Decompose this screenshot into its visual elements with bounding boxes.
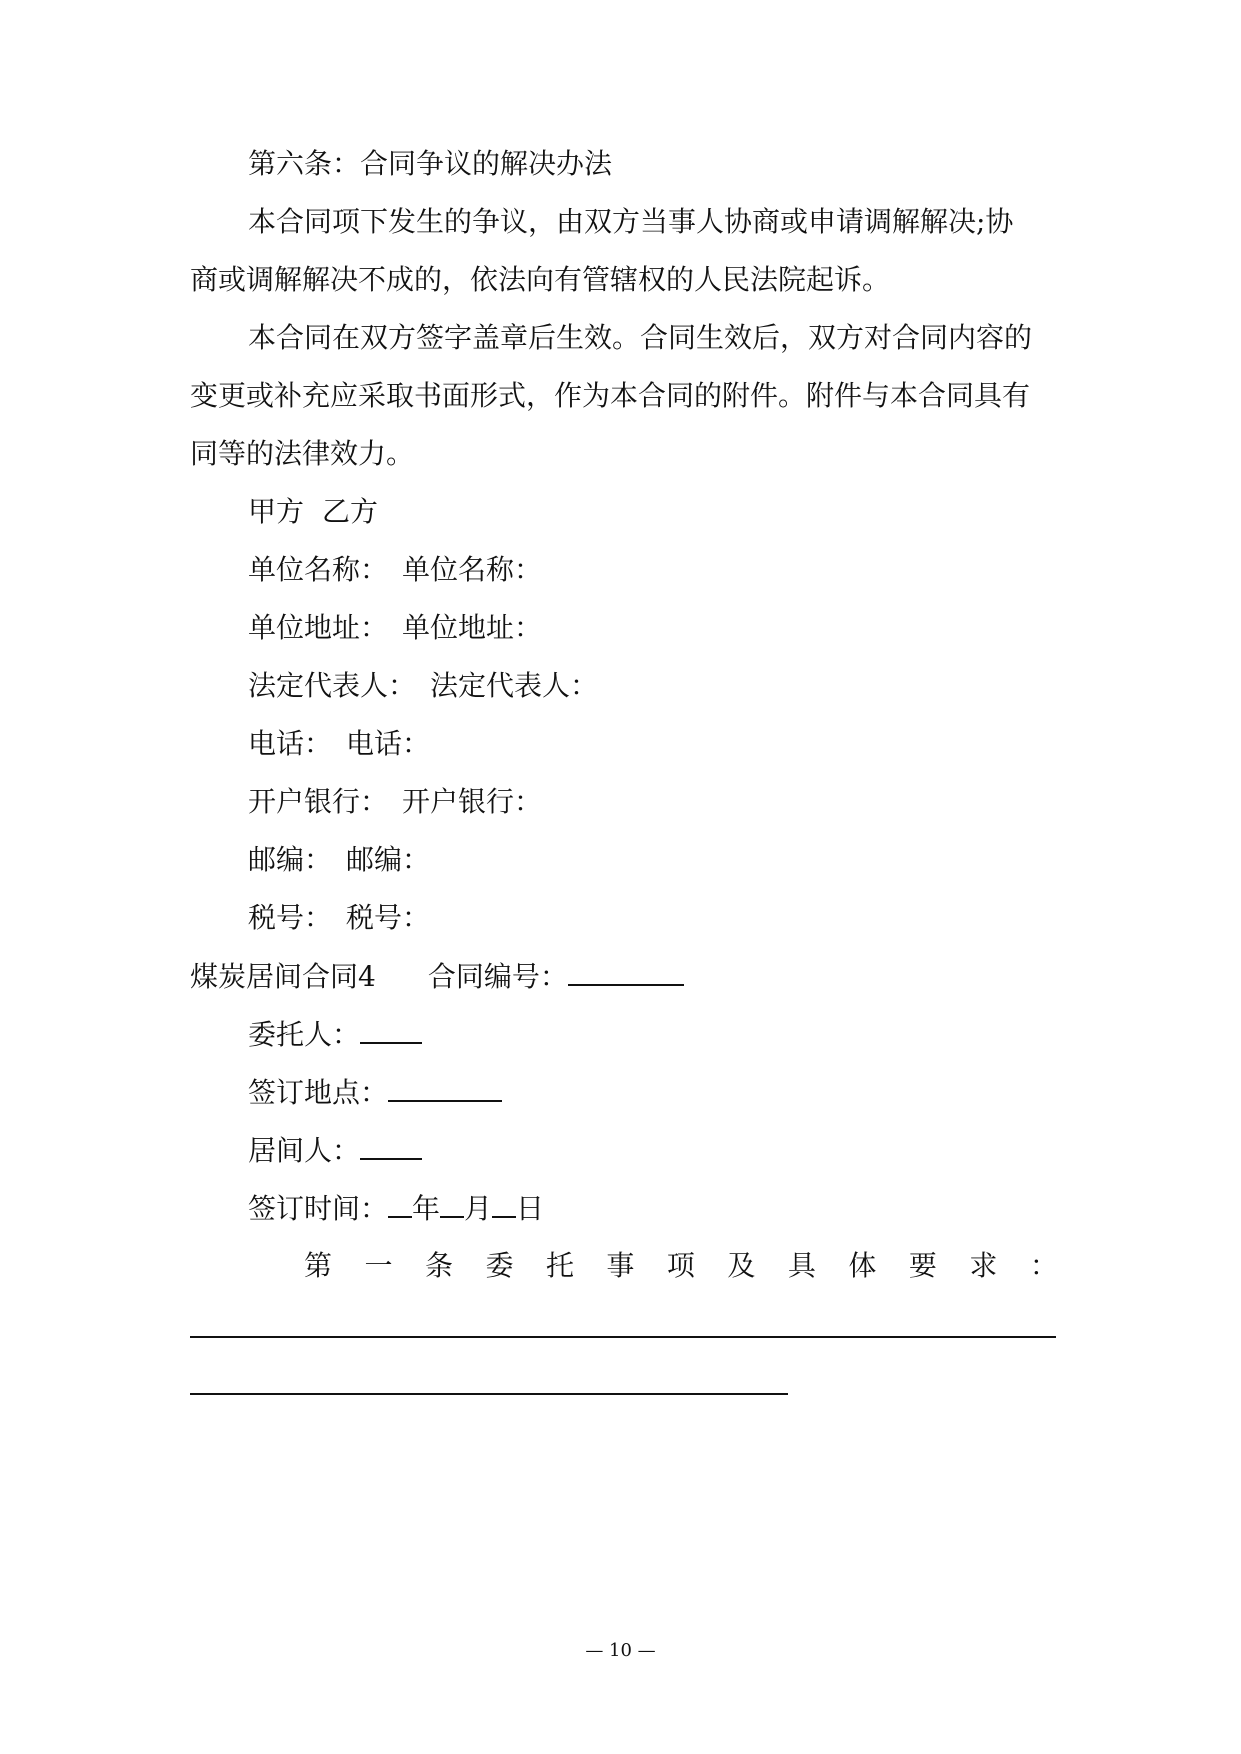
party-b-unit-address-label: 单位地址：	[402, 611, 543, 644]
signing-place-label: 签订地点：	[248, 1076, 389, 1109]
client-label: 委托人：	[248, 1018, 361, 1051]
article1-char: 要	[908, 1249, 937, 1282]
signing-time-label: 签订时间：	[248, 1192, 389, 1225]
client-blank[interactable]	[360, 1020, 422, 1044]
signing-time-row	[248, 1194, 1118, 1223]
broker-blank[interactable]	[360, 1136, 422, 1160]
article1-char: 及	[727, 1249, 756, 1282]
party-a-postcode-label: 邮编：	[248, 843, 333, 876]
signature-row-unit-address	[248, 611, 1118, 644]
signature-row-unit-name	[248, 553, 1118, 586]
article6-para2-line2: 变更或补充应采取书面形式，作为本合同的附件。附件与本合同具有	[190, 379, 1031, 412]
party-b-tax-id-label: 税号：	[346, 901, 431, 934]
month-blank[interactable]	[440, 1194, 464, 1218]
article6-para2-line3: 同等的法律效力。	[190, 437, 415, 470]
article1-char: 第	[304, 1249, 333, 1282]
article1-char: 事	[606, 1249, 635, 1282]
day-blank[interactable]	[492, 1194, 516, 1218]
day-label: 日	[516, 1192, 545, 1225]
signature-row-postcode	[248, 843, 1118, 876]
party-b-label: 乙方	[322, 495, 379, 528]
party-b-legal-rep-label: 法定代表人：	[430, 669, 599, 702]
contract4-title: 煤炭居间合同4	[190, 960, 376, 993]
party-a-unit-name-label: 单位名称：	[248, 553, 389, 586]
article1-char: 体	[848, 1249, 877, 1282]
signature-row-bank	[248, 785, 1118, 818]
broker-label: 居间人：	[248, 1134, 361, 1167]
article6-para1-line1: 本合同项下发生的争议，由双方当事人协商或申请调解解决;协	[248, 205, 1014, 238]
article1-answer-line-2[interactable]	[190, 1393, 788, 1395]
party-b-bank-label: 开户银行：	[402, 785, 543, 818]
contract4-title-row	[190, 962, 1060, 991]
party-b-postcode-label: 邮编：	[346, 843, 431, 876]
article1-char: ：	[1029, 1249, 1058, 1282]
broker-row	[248, 1136, 1118, 1165]
article1-char: 具	[787, 1249, 816, 1282]
article1-char: 条	[424, 1249, 453, 1282]
signing-place-blank[interactable]	[388, 1078, 502, 1102]
article1-heading	[248, 1249, 1058, 1282]
article1-answer-line-1[interactable]	[190, 1336, 1056, 1338]
party-a-tax-id-label: 税号：	[248, 901, 333, 934]
year-label: 年	[412, 1192, 441, 1225]
article1-char: 委	[485, 1249, 514, 1282]
article1-char: 托	[545, 1249, 574, 1282]
year-blank[interactable]	[388, 1194, 412, 1218]
signing-place-row	[248, 1078, 1118, 1107]
party-a-unit-address-label: 单位地址：	[248, 611, 389, 644]
signature-row-legal-rep	[248, 669, 1118, 702]
article1-char: 项	[666, 1249, 695, 1282]
client-row	[248, 1020, 1118, 1049]
article6-para1-line2: 商或调解解决不成的，依法向有管辖权的人民法院起诉。	[190, 263, 891, 296]
signature-row-phone	[248, 727, 1118, 760]
party-a-label: 甲方	[248, 495, 305, 528]
contract-number-blank[interactable]	[568, 962, 684, 986]
party-b-unit-name-label: 单位名称：	[402, 553, 543, 586]
party-a-bank-label: 开户银行：	[248, 785, 389, 818]
article1-char: 求	[969, 1249, 998, 1282]
signature-row-tax-id	[248, 901, 1118, 934]
article6-para2-line1: 本合同在双方签字盖章后生效。合同生效后，双方对合同内容的	[248, 321, 1033, 354]
party-a-phone-label: 电话：	[248, 727, 333, 760]
party-a-legal-rep-label: 法定代表人：	[248, 669, 417, 702]
party-b-phone-label: 电话：	[346, 727, 431, 760]
article6-heading: 第六条：合同争议的解决办法	[248, 147, 613, 180]
article1-char: 一	[364, 1249, 393, 1282]
page-number: — 10 —	[585, 1640, 656, 1661]
contract-number-label: 合同编号：	[427, 960, 568, 993]
month-label: 月	[464, 1192, 493, 1225]
signature-parties	[248, 495, 1118, 528]
